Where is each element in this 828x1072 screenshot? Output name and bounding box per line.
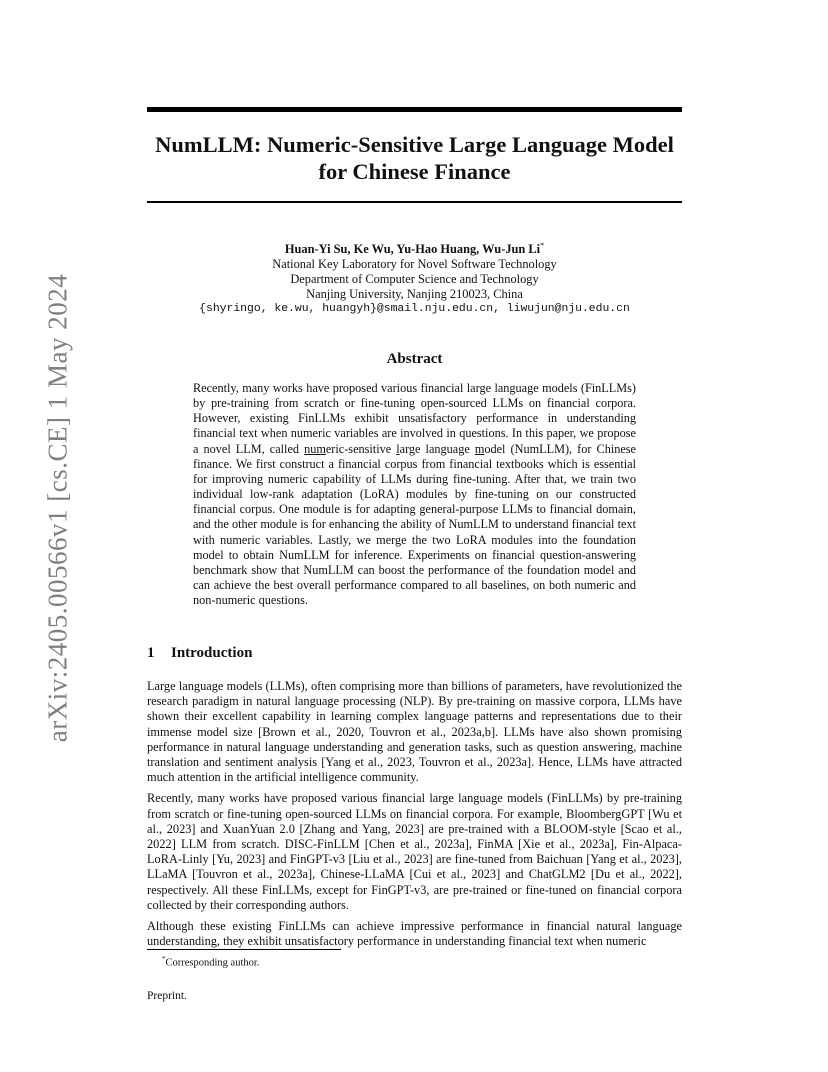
body-paragraph: Large language models (LLMs), often comprising more than billions of parameters, have revolutionized the research paradigm in natural language processing (NLP). By pre-training on massive corpora, LLMs have shown their excellent capability in learning complex language patterns and representations due to their immense model size [Brown et al., 2020, Touvron et al., 2023a,b]. LLMs have also shown promising performance in natural language understanding and generation tasks, such as question answering, machine translation and sentiment analysis [Yang et al., 2023, Touvron et al., 2023a]. Hence, LLMs have attracted much attention in the artificial intelligence community.	[147, 679, 682, 785]
footnote-rule	[147, 949, 341, 950]
underlined-num: num	[304, 441, 326, 456]
corresponding-mark: *	[540, 241, 545, 250]
author-names	[147, 238, 682, 257]
author-block	[147, 238, 682, 317]
title-bottom-rule	[147, 201, 682, 203]
section-heading-introduction	[147, 645, 252, 662]
affiliation-line: Department of Computer Science and Technology	[290, 272, 539, 287]
abstract-part-1: Recently, many works have proposed various financial large language models (FinLLMs) by pre-training from scratch or fine-tuning open-sourced LLMs on financial corpora. However, existing FinLLMs exhibit unsatisfactory performance in understanding financial text when numeric variables are involved in questions. In this paper, we propose a novel LLM, called	[193, 381, 636, 456]
author-emails: {shyringo, ke.wu, huangyh}@smail.nju.edu.cn, liwujun@nju.edu.cn	[199, 303, 630, 316]
abstract-part-2: odel (NumLLM), for Chinese finance. We first construct a financial corpus from financial textbooks which is essential for improving numeric capability of LLMs during fine-tuning. After that, we train two individual low-rank adaptation (LoRA) modules by fine-tuning on our constructed financial corpus. One module is for adapting general-purpose LLMs to financial domain, and the other module is for enhancing the ability of NumLLM to understand financial text with numeric variables. Lastly, we merge the two LoRA modules into the foundation model to obtain NumLLM for inference. Experiments on financial question-answering benchmark show that NumLLM can boost the performance of the foundation model and can achieve the best overall performance compared to all baselines, on both numeric and non-numeric questions.	[193, 441, 636, 608]
abstract-num-suffix: eric-sensitive	[325, 441, 397, 456]
paper-title: NumLLM: Numeric-Sensitive Large Language Model for Chinese Finance	[155, 132, 674, 184]
footnote-mark: *	[162, 955, 166, 963]
underlined-m: m	[474, 441, 485, 456]
author-names-text: Huan-Yi Su, Ke Wu, Yu-Hao Huang, Wu-Jun Li	[284, 242, 541, 257]
footnote	[162, 955, 259, 969]
section-title: Introduction	[171, 645, 253, 661]
arxiv-identifier: arXiv:2405.00566v1 [cs.CE] 1 May 2024	[42, 273, 73, 743]
abstract-large-suffix: arge language	[399, 441, 475, 456]
footnote-text: Corresponding author.	[165, 957, 260, 969]
underlined-l: l	[396, 441, 400, 456]
body-paragraph: Although these existing FinLLMs can achieve impressive performance in financial natural language understanding, they exhibit unsatisfactory performance in understanding financial text when numeric	[147, 919, 682, 949]
affiliation-line: National Key Laboratory for Novel Software Technology	[272, 257, 557, 272]
introduction-body	[147, 679, 682, 955]
preprint-label: Preprint.	[147, 990, 187, 1002]
abstract-text	[193, 381, 636, 608]
body-paragraph: Recently, many works have proposed various financial large language models (FinLLMs) by pre-training from scratch or fine-tuning open-sourced LLMs on financial corpora. For example, BloombergGPT [Wu et al., 2023] and XuanYuan 2.0 [Zhang and Yang, 2023] are pre-trained with a BLOOM-style [Scao et al., 2022] LLM from scratch. DISC-FinLLM [Chen et al., 2023a], FinMA [Xie et al., 2023a], Fin-Alpaca-LoRA-Linly [Yu, 2023] and FinGPT-v3 [Liu et al., 2023] are fine-tuned from Baichuan [Yang et al., 2023], LLaMA [Touvron et al., 2023a], Chinese-LLaMA [Cui et al., 2023] and ChatGLM2 [Du et al., 2022], respectively. All these FinLLMs, except for FinGPT-v3, are pre-trained or fine-tuned on financial corpora collected by their corresponding authors.	[147, 791, 682, 912]
abstract-heading: Abstract	[386, 351, 443, 367]
section-number: 1	[147, 645, 155, 661]
affiliation-line: Nanjing University, Nanjing 210023, China	[306, 287, 523, 302]
title-top-rule	[147, 107, 682, 112]
